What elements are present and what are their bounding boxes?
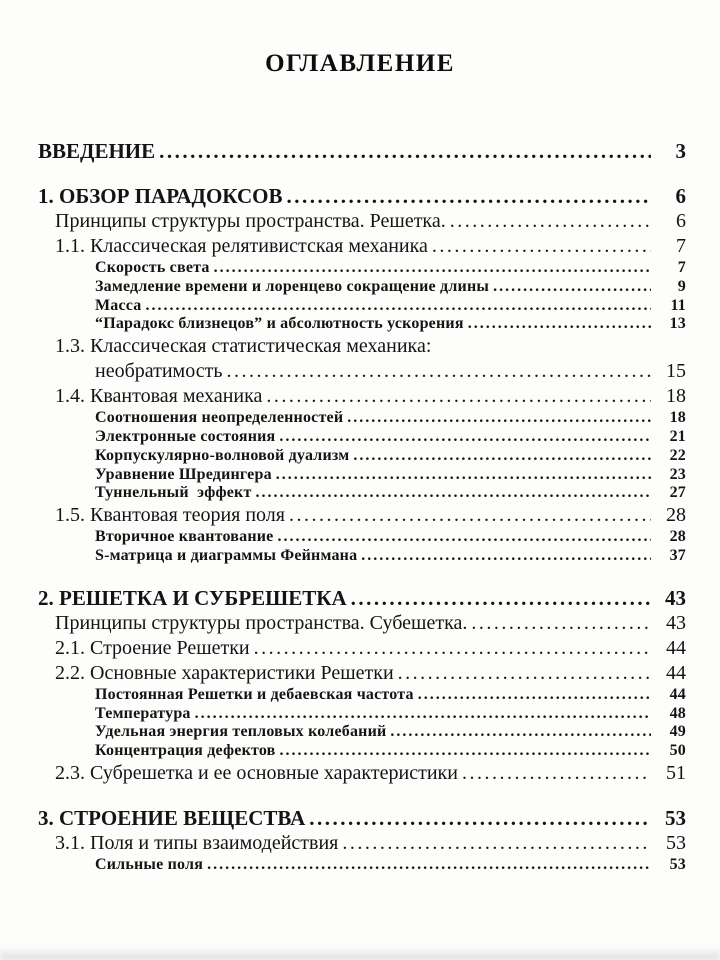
leader-dots <box>210 259 651 278</box>
leader-dots <box>414 686 651 705</box>
leader-dots <box>142 297 652 316</box>
toc-entry <box>38 503 686 528</box>
leader-dots <box>357 547 651 566</box>
toc-entry <box>38 742 686 761</box>
entry-title: Электронные состояния <box>95 427 276 445</box>
entry-title: Удельная энергия тепловых колебаний <box>95 723 387 741</box>
toc-entry <box>38 409 686 428</box>
page-bottom-scan-shadow <box>0 946 720 960</box>
entry-page-number: 7 <box>676 235 686 257</box>
entry-page-number: 49 <box>669 723 686 741</box>
entry-page-number: 50 <box>669 742 686 760</box>
toc-entry <box>38 466 686 485</box>
entry-title: 3. СТРОЕНИЕ ВЕЩЕСТВА <box>38 805 306 830</box>
leader-dots <box>464 315 651 334</box>
toc-entry <box>38 528 686 547</box>
entry-page-number: 6 <box>675 184 686 208</box>
toc-entry <box>38 259 686 278</box>
entry-title: Соотношения неопределенностей <box>95 409 344 427</box>
entry-page-number: 23 <box>669 465 686 483</box>
entry-title: Принципы структуры пространства. Решетка. <box>55 210 446 232</box>
entry-page-number: 53 <box>665 805 686 830</box>
leader-dots <box>250 636 651 661</box>
entry-title: Уравнение Шредингера <box>95 465 272 483</box>
entry-page-number: 11 <box>670 296 686 314</box>
entry-page-number: 9 <box>677 277 686 295</box>
toc-entry <box>38 585 686 611</box>
entry-title: Сильные поля <box>95 855 204 873</box>
leader-dots <box>489 278 651 297</box>
toc-entry <box>38 547 686 566</box>
entry-title: Замедление времени и лоренцево сокращение длины <box>95 277 490 295</box>
toc-entry <box>38 183 686 209</box>
leader-dots <box>386 723 651 742</box>
leader-dots <box>275 428 651 447</box>
leader-dots <box>349 447 651 466</box>
entry-title: Корпускулярно-волновой дуализм <box>95 446 350 464</box>
leader-dots <box>203 856 651 875</box>
entry-title: Температура <box>95 704 191 722</box>
toc-entry <box>38 334 686 359</box>
entry-page-number: 44 <box>666 661 686 684</box>
entry-page-number: 28 <box>669 528 686 546</box>
entry-page-number: 7 <box>677 259 686 276</box>
entry-page-number: 51 <box>666 761 686 784</box>
toc-entry <box>38 297 686 316</box>
entry-page-number: 18 <box>666 385 686 408</box>
leader-dots <box>252 484 651 503</box>
toc-entry <box>38 209 686 234</box>
entry-title: 2. РЕШЕТКА И СУБРЕШЕТКА <box>38 585 347 610</box>
entry-title: Постоянная Решетки и дебаевская частота <box>95 685 414 703</box>
toc-entry <box>38 723 686 742</box>
leader-dots <box>222 359 651 384</box>
entry-page-number: 53 <box>669 855 686 873</box>
entry-page-number: 48 <box>669 704 686 722</box>
entry-title: Вторичное квантование <box>95 528 274 546</box>
entry-title: 3.1. Поля и типы взаимодействия <box>55 831 339 854</box>
entry-page-number: 43 <box>666 611 686 634</box>
entry-title: “Парадокс близнецов” и абсолютность ускорения <box>95 315 464 333</box>
toc-entry <box>38 686 686 705</box>
entry-page-number: 37 <box>669 546 686 564</box>
leader-dots <box>338 831 651 856</box>
entry-title: необратимость <box>95 360 223 383</box>
entry-title: 2.3. Субрешетка и ее основные характеристики <box>55 761 458 784</box>
entry-title: 2.1. Строение Решетки <box>55 636 250 659</box>
toc-entry <box>38 428 686 447</box>
entry-title: 1.5. Квантовая теория поля <box>55 504 285 527</box>
entry-page-number: 21 <box>669 427 686 445</box>
entry-page-number: 18 <box>669 409 686 427</box>
entry-title: ВВЕДЕНИЕ <box>38 139 156 163</box>
leader-dots <box>428 234 651 259</box>
leader-dots <box>305 805 651 831</box>
entry-title: Масса <box>95 296 142 314</box>
leader-dots <box>343 409 651 428</box>
entry-page-number: 22 <box>669 446 686 464</box>
leader-dots <box>394 661 651 686</box>
leader-dots <box>285 503 651 528</box>
toc-entry <box>38 636 686 661</box>
entry-title: 1.3. Классическая статистическая механика: <box>55 335 432 358</box>
entry-title: 1.4. Квантовая механика <box>55 385 263 408</box>
leader-dots <box>347 585 651 611</box>
entry-title: 2.2. Основные характеристики Решетки <box>55 661 394 684</box>
entry-page-number: 43 <box>665 585 686 610</box>
entry-title: Принципы структуры пространства. Субешетка. <box>55 611 468 634</box>
toc-entry <box>38 831 686 856</box>
toc-entry <box>38 805 686 831</box>
entry-page-number: 13 <box>669 315 686 333</box>
leader-dots <box>446 209 651 234</box>
entry-title: 1.1. Классическая релятивистская механика <box>55 235 428 257</box>
entry-title: Туннельный эффект <box>95 484 252 502</box>
entry-page-number: 3 <box>675 139 686 163</box>
leader-dots <box>275 742 651 761</box>
leader-dots <box>191 705 651 724</box>
toc-entry <box>38 359 686 384</box>
toc-entry <box>38 384 686 409</box>
toc-entry <box>38 234 686 259</box>
leader-dots <box>155 138 651 164</box>
entry-page-number: 28 <box>666 504 686 527</box>
entry-title: S-матрица и диаграммы Фейнмана <box>95 546 358 564</box>
entry-page-number: 44 <box>666 636 686 659</box>
entry-title: Скорость света <box>95 259 210 276</box>
entry-page-number: 15 <box>666 360 686 383</box>
entry-page-number: 27 <box>669 484 686 502</box>
toc-entry <box>38 484 686 503</box>
leader-dots <box>283 183 651 209</box>
entry-title: 1. ОБЗОР ПАРАДОКСОВ <box>38 184 283 208</box>
toc-entry <box>38 447 686 466</box>
entry-page-number: 44 <box>669 685 686 703</box>
page-title: ОГЛАВЛЕНИЕ <box>265 50 455 77</box>
toc-entry <box>38 856 686 875</box>
leader-dots <box>458 761 651 786</box>
leader-dots <box>272 466 651 485</box>
entry-title: Концентрация дефектов <box>95 742 276 760</box>
entry-page-number: 53 <box>666 831 686 854</box>
toc-entry <box>38 611 686 636</box>
entry-page-number: 6 <box>676 210 686 232</box>
leader-dots <box>274 528 652 547</box>
toc-entry <box>38 278 686 297</box>
leader-dots <box>262 384 651 409</box>
toc-entry <box>38 705 686 724</box>
leader-dots <box>467 611 651 636</box>
toc-entry <box>38 138 686 164</box>
toc-entry <box>38 315 686 334</box>
toc-entry <box>38 761 686 786</box>
toc-entry <box>38 661 686 686</box>
toc-list <box>38 138 686 875</box>
